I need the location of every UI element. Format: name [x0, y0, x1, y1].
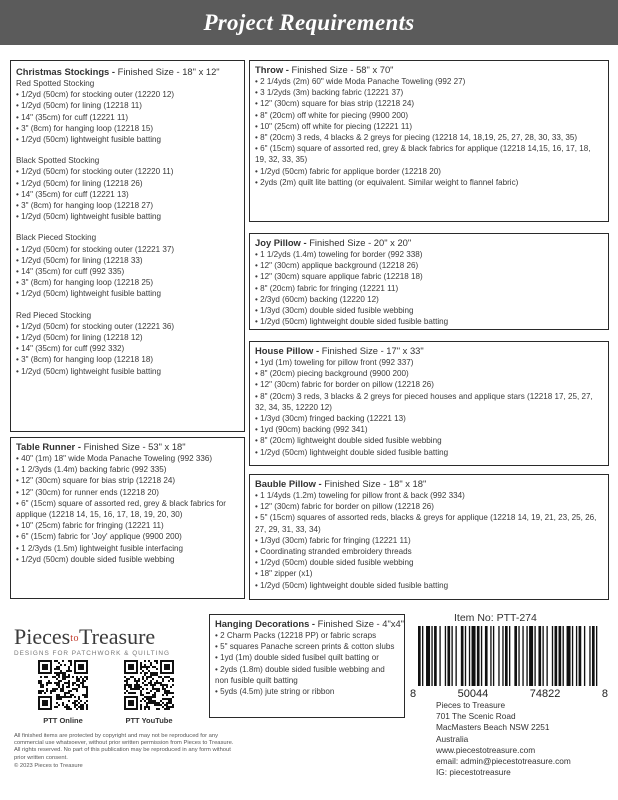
list-item: • 18" zipper (x1)	[255, 568, 603, 579]
list-item: • 14" (35cm) for cuff (12221 11)	[16, 112, 239, 123]
stocking-group	[16, 232, 239, 299]
list-item: • 1/3yd (30cm) fabric for fringing (12221 11)	[255, 535, 603, 546]
brand-tagline: DESIGNS FOR PATCHWORK & QUILTING	[14, 649, 170, 657]
finished-size: Finished Size - 18" x 12"	[117, 66, 220, 77]
table-runner-list	[16, 453, 239, 565]
finished-size: Finished Size - 20" x 20"	[309, 237, 412, 248]
list-item: • 1yd (1m) double sided fusibel quilt batting or	[215, 652, 399, 663]
bauble-pillow-box	[249, 474, 609, 600]
qr-code-online-icon[interactable]	[38, 660, 88, 710]
christmas-stockings-box	[10, 60, 245, 432]
brand-name-right: Treasure	[78, 624, 156, 649]
stocking-group-list	[16, 244, 239, 300]
list-item: • 1/2yd (50cm) lightweight fusible batting	[16, 211, 239, 222]
section-name: Bauble Pillow	[255, 478, 316, 489]
list-item: • 8" (20cm) off white for piecing (9900 200)	[255, 110, 603, 121]
throw-title: Throw - Finished Size - 58" x 70"	[255, 64, 394, 75]
section-name: Hanging Decorations	[215, 618, 310, 629]
address-company: Pieces to Treasure	[436, 700, 506, 710]
hanging-decorations-list	[215, 630, 399, 697]
list-item: • 1/2yd (50cm) for stocking outer (12221 37)	[16, 244, 239, 255]
list-item: • 2yds (1.8m) double sided fusible webbing and non fusible quilt batting	[215, 664, 399, 686]
list-item: • Coordinating stranded embroidery threads	[255, 546, 603, 557]
list-item: • 12" (30cm) for runner ends (12218 20)	[16, 487, 239, 498]
list-item: • 1 1/2yds (1.4m) toweling for border (992 338)	[255, 249, 603, 260]
list-item: • 10" (25cm) fabric for fringing (12221 11)	[16, 520, 239, 531]
throw-list	[255, 76, 603, 188]
list-item: • 1/2yd (50cm) for stocking outer (12221 36)	[16, 321, 239, 332]
list-item: • 12" (30cm) square for bias strip (12218 24)	[255, 98, 603, 109]
qr-code-youtube-icon[interactable]	[124, 660, 174, 710]
brand-name-left: Pieces	[14, 624, 71, 649]
list-item: • 3" (8cm) for hanging loop (12218 18)	[16, 354, 239, 365]
section-name: Joy Pillow	[255, 237, 301, 248]
list-item: • 40" (1m) 18" wide Moda Panache Toweling (992 336)	[16, 453, 239, 464]
list-item: • 1/3yd (30cm) fringed backing (12221 13)	[255, 413, 603, 424]
stocking-group-list	[16, 89, 239, 145]
brand-logo	[14, 624, 194, 657]
contact-address	[436, 700, 571, 778]
list-item: • 12" (30cm) applique background (12218 26)	[255, 260, 603, 271]
list-item: • 1/2yd (50cm) lightweight double sided fusible batting	[255, 447, 603, 458]
copyright-text: All finished items are protected by copyright and may not be reproduced for any commercial use whatsoever, without prior written permission from Pieces to Treasure. All rights reserved. No part of this publication may be reproduced in any form without prior written consent.	[14, 733, 234, 761]
list-item: • 8" (20cm) piecing background (9900 200)	[255, 368, 603, 379]
list-item: • 8" (20cm) 3 reds, 4 blacks & 2 greys for piecing (12218 14, 18,19, 25, 27, 28, 30, 33, 35)	[255, 132, 603, 143]
list-item: • 1/2yd (50cm) lightweight double sided fusible batting	[255, 316, 603, 327]
joy-pillow-box	[249, 233, 609, 330]
list-item: • 1/2yd (50cm) double sided fusible webbing	[255, 557, 603, 568]
finished-size: Finished Size - 4"x4"	[317, 618, 405, 629]
list-item: • 1/2yd (50cm) for stocking outer (12220 11)	[16, 166, 239, 177]
list-item: • 1/2yd (50cm) lightweight double sided fusible batting	[255, 580, 603, 591]
stocking-group-name: Black Pieced Stocking	[16, 233, 97, 243]
barcode-icon	[410, 626, 608, 686]
barcode-digits	[410, 688, 608, 700]
list-item: • 8" (20cm) lightweight double sided fusible webbing	[255, 435, 603, 446]
page-header	[0, 0, 618, 45]
finished-size: Finished Size - 18" x 18"	[324, 478, 427, 489]
page-title: Project Requirements	[203, 10, 415, 35]
list-item: • 12" (30cm) fabric for border on pillow (12218 26)	[255, 501, 603, 512]
stocking-group	[16, 310, 239, 377]
list-item: • 2 Charm Packs (12218 PP) or fabric scraps	[215, 630, 399, 641]
house-pillow-list	[255, 357, 603, 458]
list-item: • 5yds (4.5m) jute string or ribbon	[215, 686, 399, 697]
list-item: • 5" (15cm) squares of assorted reds, blacks & greys for applique (12218 14, 19, 21, 23, 25, 26, 27, 29, 31, 33, 34)	[255, 512, 603, 534]
stocking-group-list	[16, 321, 239, 377]
section-name: Throw	[255, 64, 284, 75]
table-runner-title: Table Runner - Finished Size - 53" x 18"	[16, 441, 186, 452]
stocking-group-list	[16, 166, 239, 222]
list-item: • 1/3yd (30cm) double sided fusible webbing	[255, 305, 603, 316]
list-item: • 12" (30cm) fabric for border on pillow (12218 26)	[255, 379, 603, 390]
address-street: 701 The Scenic Road	[436, 711, 516, 722]
list-item: • 1/2yd (50cm) fabric for applique border (12218 20)	[255, 166, 603, 177]
list-item: • 3" (8cm) for hanging loop (12218 27)	[16, 200, 239, 211]
throw-box	[249, 60, 609, 222]
list-item: • 14" (35cm) for cuff (12221 13)	[16, 189, 239, 200]
list-item: • 8" (20cm) fabric for fringing (12221 11)	[255, 283, 603, 294]
list-item: • 3" (8cm) for hanging loop (12218 15)	[16, 123, 239, 134]
copyright-notice	[14, 733, 234, 770]
table-runner-box	[10, 437, 245, 599]
list-item: • 2 1/4yds (2m) 60" wide Moda Panache Toweling (992 27)	[255, 76, 603, 87]
list-item: • 8" (20cm) 3 reds, 3 blacks & 2 greys for pieced houses and applique stars (12218 17, 25, 27, 32, 34, 35, 12220 12)	[255, 391, 603, 413]
email-link[interactable]: email: admin@piecestotreasure.com	[436, 756, 571, 767]
barcode-digit-lead: 8	[410, 688, 417, 700]
item-number: Item No: PTT-274	[454, 612, 537, 624]
list-item: • 6" (15cm) square of assorted red, grey & black fabrics for applique (12218 14,15, 16, 17, 18, 19, 32, 33, 35)	[255, 143, 603, 165]
stocking-group-name: Red Spotted Stocking	[16, 79, 95, 88]
list-item: • 10" (25cm) off white for piecing (12221 11)	[255, 121, 603, 132]
stocking-group-name: Black Spotted Stocking	[16, 156, 100, 166]
stocking-group	[16, 155, 239, 222]
hanging-decorations-box	[209, 614, 405, 718]
list-item: • 6" (15cm) square of assorted red, grey & black fabrics for applique (12218 14, 15, 16, 17, 18, 19, 20, 30)	[16, 498, 239, 520]
hanging-decorations-title: Hanging Decorations - Finished Size - 4"x4"	[215, 618, 405, 629]
list-item: • 1 2/3yds (1.5m) lightweight fusible interfacing	[16, 543, 239, 554]
list-item: • 1 2/3yds (1.4m) backing fabric (992 335)	[16, 464, 239, 475]
list-item: • 1yd (90cm) backing (992 341)	[255, 424, 603, 435]
list-item: • 12" (30cm) square for bias strip (12218 24)	[16, 475, 239, 486]
qr-online-label: PTT Online	[43, 716, 83, 725]
list-item: • 1/2yd (50cm) for lining (12218 11)	[16, 100, 239, 111]
brand-name-to: to	[70, 632, 79, 644]
house-pillow-box	[249, 341, 609, 466]
bauble-pillow-list	[255, 490, 603, 591]
list-item: • 3 1/2yds (3m) backing fabric (12221 37)	[255, 87, 603, 98]
barcode-digit-check: 8	[601, 688, 608, 700]
list-item: • 1yd (1m) toweling for pillow front (992 337)	[255, 357, 603, 368]
website-link[interactable]: www.piecestotreasure.com	[436, 744, 536, 755]
list-item: • 5" squares Panache screen prints & cotton slubs	[215, 641, 399, 652]
list-item: • 1/2yd (50cm) for stocking outer (12220 12)	[16, 89, 239, 100]
qr-youtube-label: PTT YouTube	[125, 716, 173, 725]
section-name: Table Runner	[16, 441, 76, 452]
stocking-group-name: Red Pieced Stocking	[16, 310, 92, 320]
finished-size: Finished Size - 58" x 70"	[291, 64, 394, 75]
address-suburb: MacMasters Beach NSW 2251	[436, 722, 550, 733]
section-name: Christmas Stockings	[16, 66, 110, 77]
list-item: • 14" (35cm) for cuff (992 335)	[16, 266, 239, 277]
stocking-groups	[16, 78, 239, 377]
section-name: House Pillow	[255, 345, 314, 356]
address-country: Australia	[436, 733, 469, 744]
list-item: • 2yds (2m) quilt lite batting (or equivalent. Similar weight to flannel fabric)	[255, 177, 603, 188]
finished-size: Finished Size - 53" x 18"	[83, 441, 186, 452]
list-item: • 1/2yd (50cm) double sided fusible webbing	[16, 554, 239, 565]
list-item: • 1/2yd (50cm) lightweight fusible batting	[16, 134, 239, 145]
list-item: • 1/2yd (50cm) for lining (12218 33)	[16, 255, 239, 266]
list-item: • 1 1/4yds (1.2m) toweling for pillow front & back (992 334)	[255, 490, 603, 501]
joy-pillow-title: Joy Pillow - Finished Size - 20" x 20"	[255, 237, 412, 248]
copyright-year: © 2023 Pieces to Treasure	[14, 762, 83, 769]
house-pillow-title: House Pillow - Finished Size - 17" x 33"	[255, 345, 424, 356]
list-item: • 1/2yd (50cm) lightweight fusible batting	[16, 288, 239, 299]
list-item: • 2/3yd (60cm) backing (12220 12)	[255, 294, 603, 305]
list-item: • 12" (30cm) square applique fabric (12218 18)	[255, 271, 603, 282]
stocking-group	[16, 78, 239, 145]
joy-pillow-list	[255, 249, 603, 327]
list-item: • 6" (15cm) fabric for 'Joy' applique (9900 200)	[16, 531, 239, 542]
instagram-link[interactable]: IG: piecestotreasure	[436, 767, 511, 778]
list-item: • 14" (35cm) for cuff (992 332)	[16, 343, 239, 354]
finished-size: Finished Size - 17" x 33"	[321, 345, 424, 356]
list-item: • 1/2yd (50cm) for lining (12218 26)	[16, 178, 239, 189]
barcode-digit-right: 74822	[529, 688, 561, 700]
list-item: • 3" (8cm) for hanging loop (12218 25)	[16, 277, 239, 288]
list-item: • 1/2yd (50cm) lightweight fusible batting	[16, 366, 239, 377]
bauble-pillow-title: Bauble Pillow - Finished Size - 18" x 18"	[255, 478, 427, 489]
brand-name	[14, 624, 194, 652]
barcode-digit-left: 50044	[457, 688, 489, 700]
christmas-stockings-title: Christmas Stockings - Finished Size - 18" x 12"	[16, 66, 220, 77]
list-item: • 1/2yd (50cm) for lining (12218 12)	[16, 332, 239, 343]
